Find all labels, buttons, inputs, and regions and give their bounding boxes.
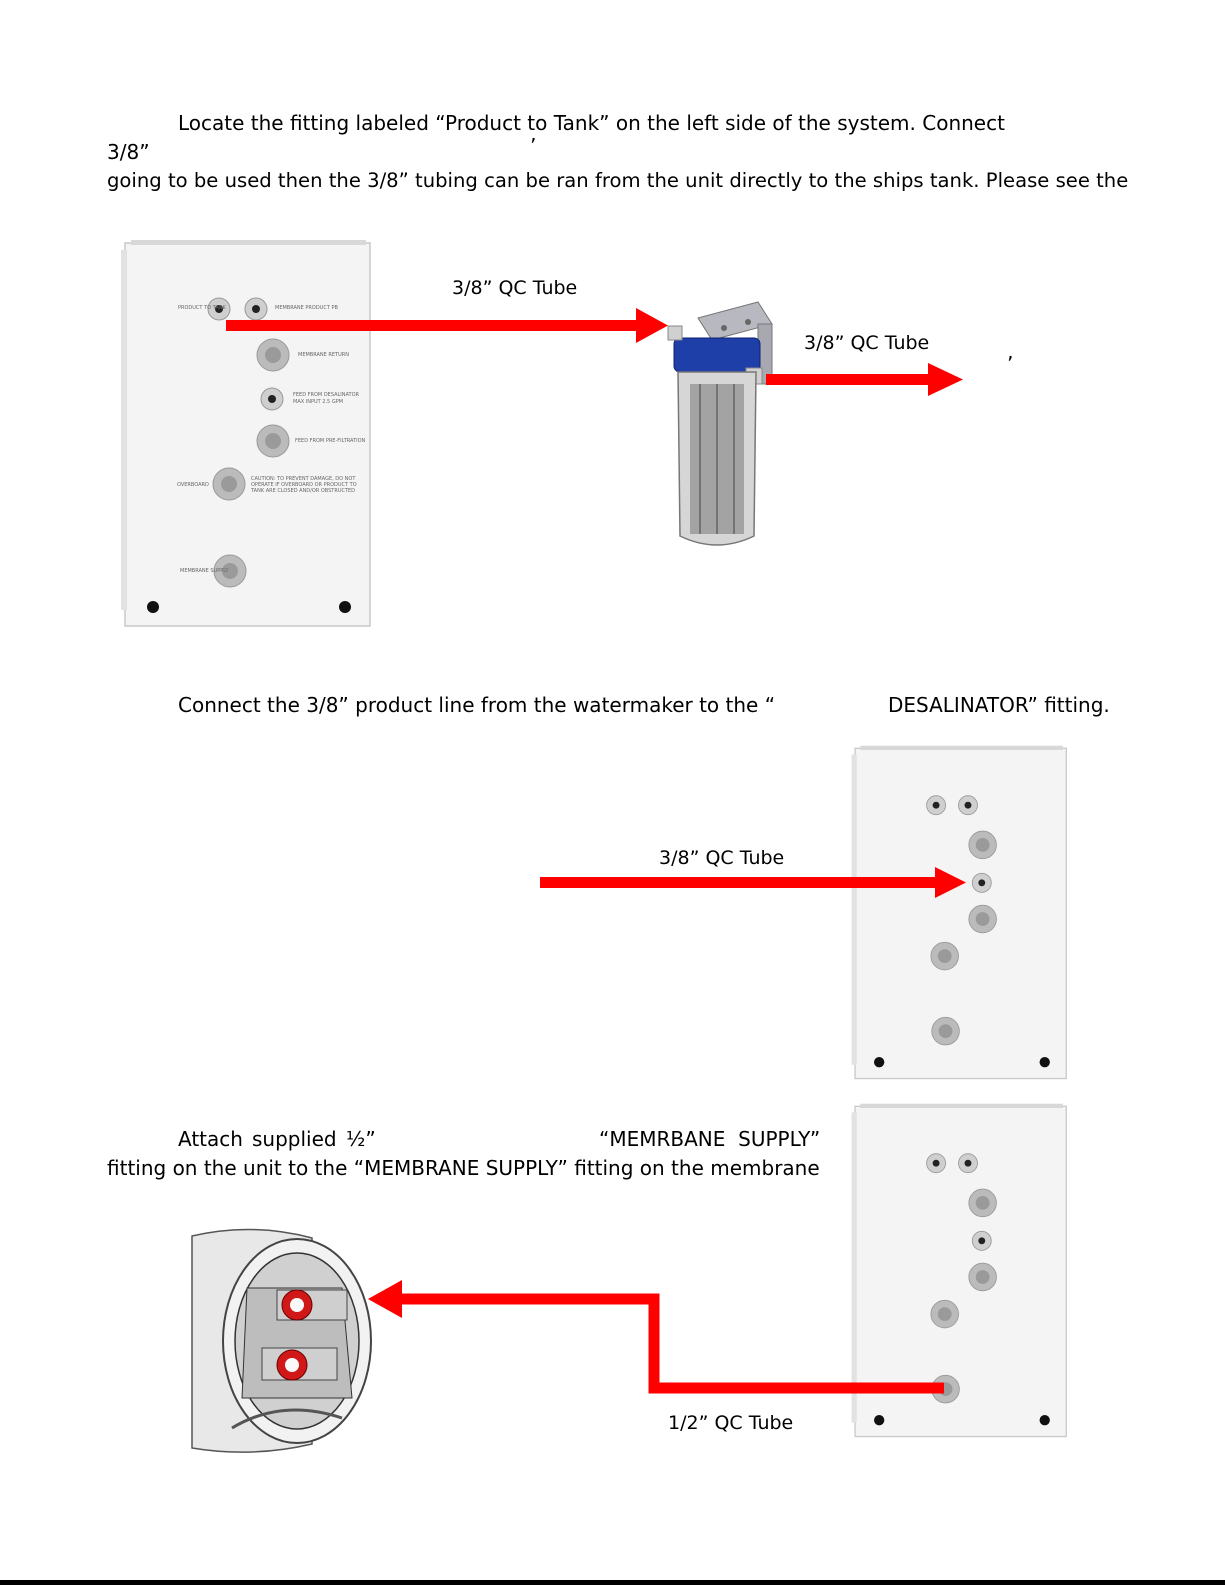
paragraph-3-word-3: ½” <box>346 1127 376 1151</box>
paragraph-1-line-2-mark: ’ <box>530 134 537 158</box>
stray-mark-right: ’ <box>1007 352 1014 376</box>
fitting-feed-desal <box>261 388 283 410</box>
panel-label-membrane-return: MEMBRANE RETURN <box>298 352 349 358</box>
paragraph-1-line-3: going to be used then the 3/8” tubing can be ran from the unit directly to the ships tank. Please see the <box>107 169 1129 192</box>
label-tube-c: 3/8” QC Tube <box>659 847 785 869</box>
panel-label-feed-prefilter: FEED FROM PRE-FILTRATION <box>295 438 366 444</box>
label-tube-a: 3/8” QC Tube <box>452 277 578 299</box>
panel-label-membrane-product: MEMBRANE PRODUCT PB <box>275 305 338 311</box>
membrane-endcap <box>192 1228 382 1454</box>
unit-panel-figure-1 <box>115 238 375 630</box>
paragraph-2-part-2: DESALINATOR” fitting. <box>888 693 1110 717</box>
panel-caution-3: TANK ARE CLOSED AND/OR OBSTRUCTED <box>251 488 356 494</box>
panel-label-overboard: OVERBOARD <box>177 482 209 488</box>
panel-label-feed-desal: FEED FROM DESALINATOR <box>293 392 360 398</box>
panel-caution-1: CAUTION: TO PREVENT DAMAGE, DO NOT <box>251 476 356 482</box>
label-tube-b: 3/8” QC Tube <box>804 332 930 354</box>
arrow-to-feed-desalinator <box>540 866 970 900</box>
panel-caution-2: OPERATE IF OVERBOARD OR PRODUCT TO <box>251 482 357 488</box>
paragraph-3-word-1: Attach <box>178 1127 243 1151</box>
membrane-port-lower <box>262 1348 337 1380</box>
panel-label-max-input: MAX INPUT 2.5 GPM <box>293 399 344 405</box>
fitting-overboard <box>213 468 245 500</box>
paragraph-1-line-1: Locate the fitting labeled “Product to Tank” on the left side of the system. Connect <box>178 111 1005 135</box>
paragraph-2-part-1: Connect the 3/8” product line from the watermaker to the “ <box>178 693 776 717</box>
mounting-screw-right <box>339 601 351 613</box>
paragraph-3-line-2: fitting on the unit to the “MEMBRANE SUPPLY” fitting on the membrane <box>107 1156 820 1180</box>
arrow-membrane-supply <box>366 1278 948 1396</box>
fitting-feed-prefilter <box>257 425 289 457</box>
panel-label-membrane-supply: MEMBRANE SUPPLY <box>180 568 229 574</box>
filter-housing <box>660 298 780 554</box>
mounting-screw-left <box>147 601 159 613</box>
arrow-product-to-filter <box>226 306 671 346</box>
panel-label-product: PRODUCT TO TANK <box>178 305 226 311</box>
paragraph-3-word-2: supplied <box>252 1127 337 1151</box>
filter-bowl <box>678 372 756 545</box>
page-bottom-rule <box>0 1580 1225 1585</box>
label-tube-d: 1/2” QC Tube <box>668 1412 794 1434</box>
paragraph-1-line-2-start: 3/8” <box>107 140 150 164</box>
unit-panel-figure-2 <box>846 744 1071 1082</box>
arrow-filter-to-tank <box>766 362 966 400</box>
paragraph-3-quote: “MEMRBANE SUPPLY” <box>599 1127 821 1151</box>
membrane-port-upper <box>277 1290 347 1320</box>
